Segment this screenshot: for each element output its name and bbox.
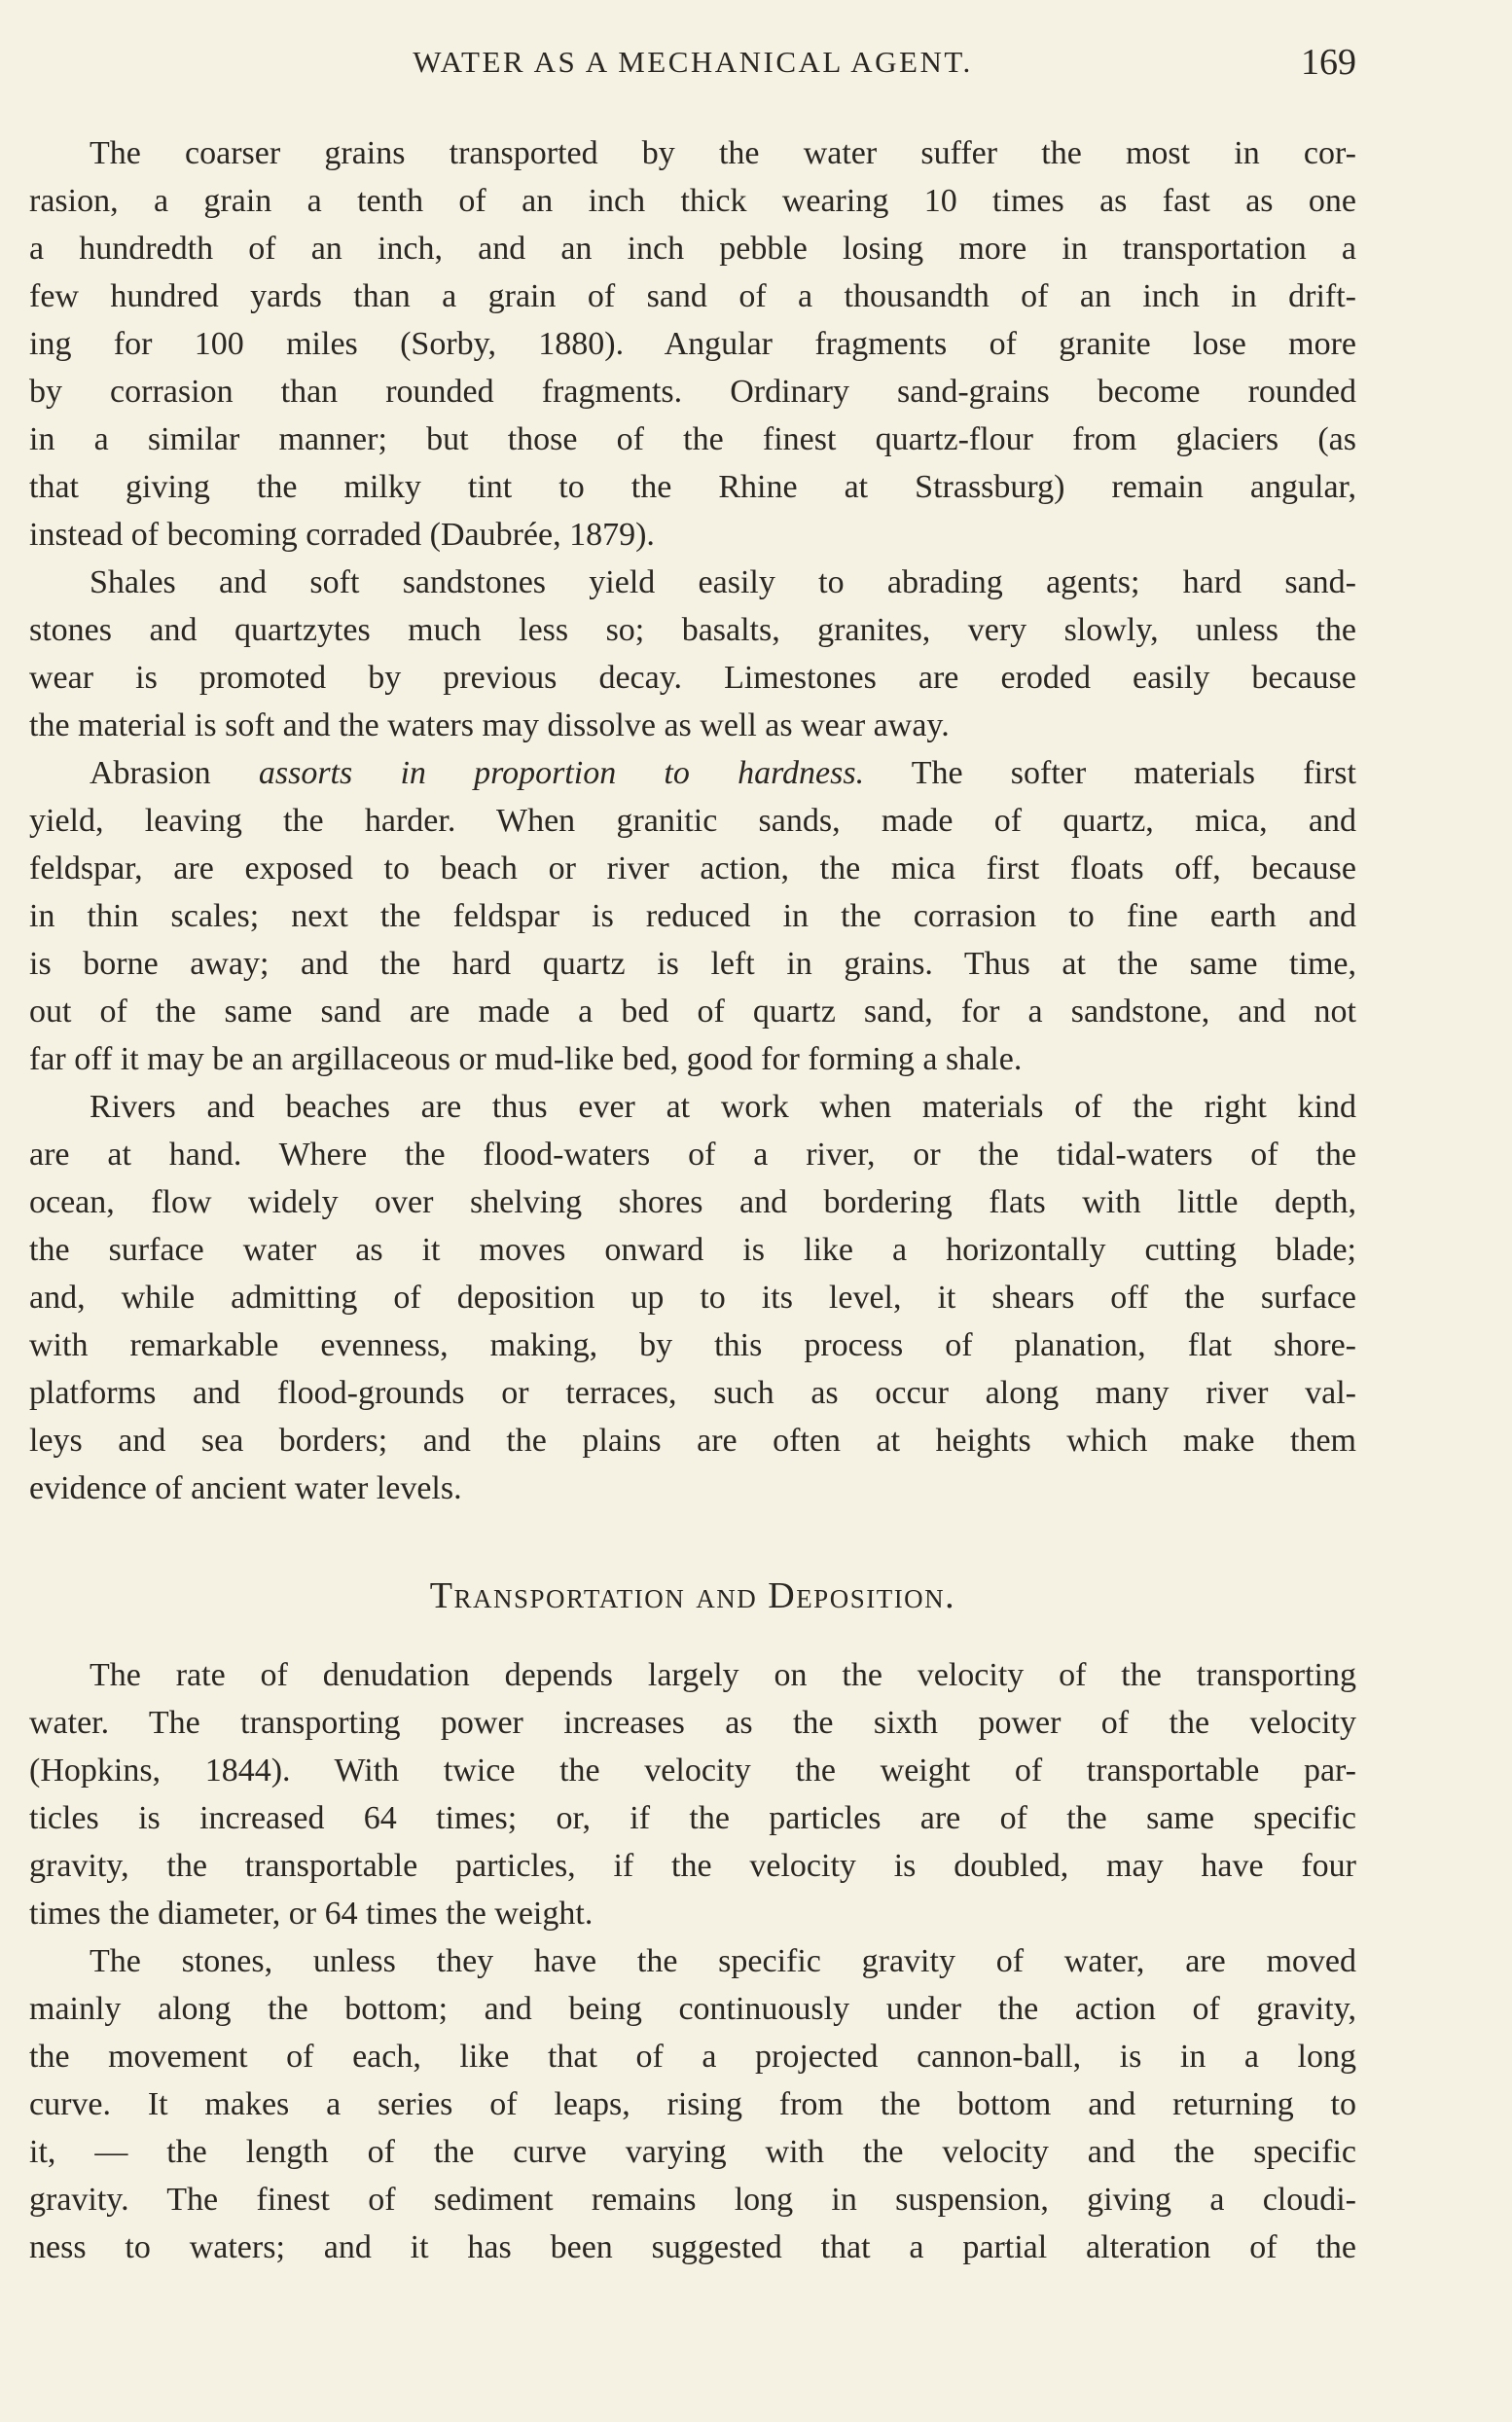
text-line: platforms and flood-grounds or terraces, such as occur along many river val-: [29, 1375, 1356, 1411]
text-line: leys and sea borders; and the plains are often at heights which make them: [29, 1423, 1356, 1459]
text-line: and, while admitting of deposition up to its level, it shears off the surface: [29, 1280, 1356, 1316]
text-line: ness to waters; and it has been suggested that a partial alteration of the: [29, 2229, 1356, 2265]
text-line: it, — the length of the curve varying with the velocity and the specific: [29, 2134, 1356, 2170]
running-head: [29, 37, 1356, 95]
section-heading: Transportation and Deposition.: [429, 1575, 956, 1616]
text-line: far off it may be an argillaceous or mud-like bed, good for forming a shale.: [29, 1041, 1023, 1077]
text-line: in a similar manner; but those of the finest quartz-flour from glaciers (as: [29, 421, 1356, 457]
text-line: evidence of ancient water levels.: [29, 1470, 462, 1506]
text-line: ticles is increased 64 times; or, if the particles are of the same specific: [29, 1800, 1356, 1836]
text-line: the material is soft and the waters may dissolve as well as wear away.: [29, 707, 950, 743]
text-line: out of the same sand are made a bed of quartz sand, for a sandstone, and not: [29, 994, 1356, 1030]
emphasized-phrase: assorts in proportion to hardness.: [258, 755, 865, 791]
text-line: mainly along the bottom; and being continuously under the action of gravity,: [29, 1991, 1356, 2027]
paragraph-corrasion-of-grains: [29, 129, 1356, 559]
page-number: 169: [1301, 42, 1356, 83]
text-line: is borne away; and the hard quartz is left in grains. Thus at the same time,: [29, 946, 1356, 982]
text-line: ing for 100 miles (Sorby, 1880). Angular fragments of granite lose more: [29, 326, 1356, 362]
text-line: rasion, a grain a tenth of an inch thick wearing 10 times as fast as one: [29, 183, 1356, 219]
text-line: Shales and soft sandstones yield easily to abrading agents; hard sand-: [90, 564, 1356, 600]
text-line: gravity. The finest of sediment remains long in suspension, giving a cloudi-: [29, 2182, 1356, 2218]
text-line: The rate of denudation depends largely on the velocity of the transporting: [90, 1657, 1356, 1693]
text-line: are at hand. Where the flood-waters of a river, or the tidal-waters of the: [29, 1137, 1356, 1173]
paragraph-rivers-and-beaches: [29, 1083, 1356, 1512]
text-run: Abrasion: [90, 755, 259, 791]
paragraph-movement-of-stones: [29, 1937, 1356, 2271]
text-line: gravity, the transportable particles, if the velocity is doubled, may have four: [29, 1848, 1356, 1884]
text-line: the surface water as it moves onward is like a horizontally cutting blade;: [29, 1232, 1356, 1268]
text-line: feldspar, are exposed to beach or river action, the mica first floats off, because: [29, 850, 1356, 886]
text-line: The stones, unless they have the specific gravity of water, are moved: [90, 1943, 1356, 1979]
running-title: WATER AS A MECHANICAL AGENT.: [413, 45, 973, 79]
text-line: that giving the milky tint to the Rhine at Strassburg) remain angular,: [29, 469, 1356, 505]
text-line: stones and quartzytes much less so; basalts, granites, very slowly, unless the: [29, 612, 1356, 648]
text-line: curve. It makes a series of leaps, rising from the bottom and returning to: [29, 2086, 1356, 2122]
paragraph-abrasion-assorts: [29, 749, 1356, 1083]
text-line: by corrasion than rounded fragments. Ordinary sand-grains become rounded: [29, 374, 1356, 410]
text-line: (Hopkins, 1844). With twice the velocity the weight of transportable par-: [29, 1753, 1356, 1789]
text-line: Rivers and beaches are thus ever at work when materials of the right kind: [90, 1089, 1356, 1125]
text-line: wear is promoted by previous decay. Limestones are eroded easily because: [29, 660, 1356, 696]
text-line: the movement of each, like that of a projected cannon-ball, is in a long: [29, 2039, 1356, 2075]
text-line: few hundred yards than a grain of sand of a thousandth of an inch in drift-: [29, 278, 1356, 314]
text-line: water. The transporting power increases as the sixth power of the velocity: [29, 1705, 1356, 1741]
text-line: with remarkable evenness, making, by this process of planation, flat shore-: [29, 1327, 1356, 1363]
text-line: ocean, flow widely over shelving shores and bordering flats with little depth,: [29, 1184, 1356, 1220]
text-line: instead of becoming corraded (Daubrée, 1879).: [29, 517, 655, 553]
text-line: yield, leaving the harder. When granitic sands, made of quartz, mica, and: [29, 803, 1356, 839]
text-line: in thin scales; next the feldspar is reduced in the corrasion to fine earth and: [29, 898, 1356, 934]
text-line: a hundredth of an inch, and an inch pebble losing more in transportation a: [29, 231, 1356, 267]
text-line: times the diameter, or 64 times the weight.: [29, 1896, 594, 1932]
paragraph-rate-of-denudation: [29, 1651, 1356, 1937]
text-line: The coarser grains transported by the water suffer the most in cor-: [90, 135, 1356, 171]
paragraph-shales-and-sandstones: [29, 559, 1356, 749]
text-run: The softer materials first: [864, 755, 1356, 791]
text-line: [29, 749, 1356, 797]
